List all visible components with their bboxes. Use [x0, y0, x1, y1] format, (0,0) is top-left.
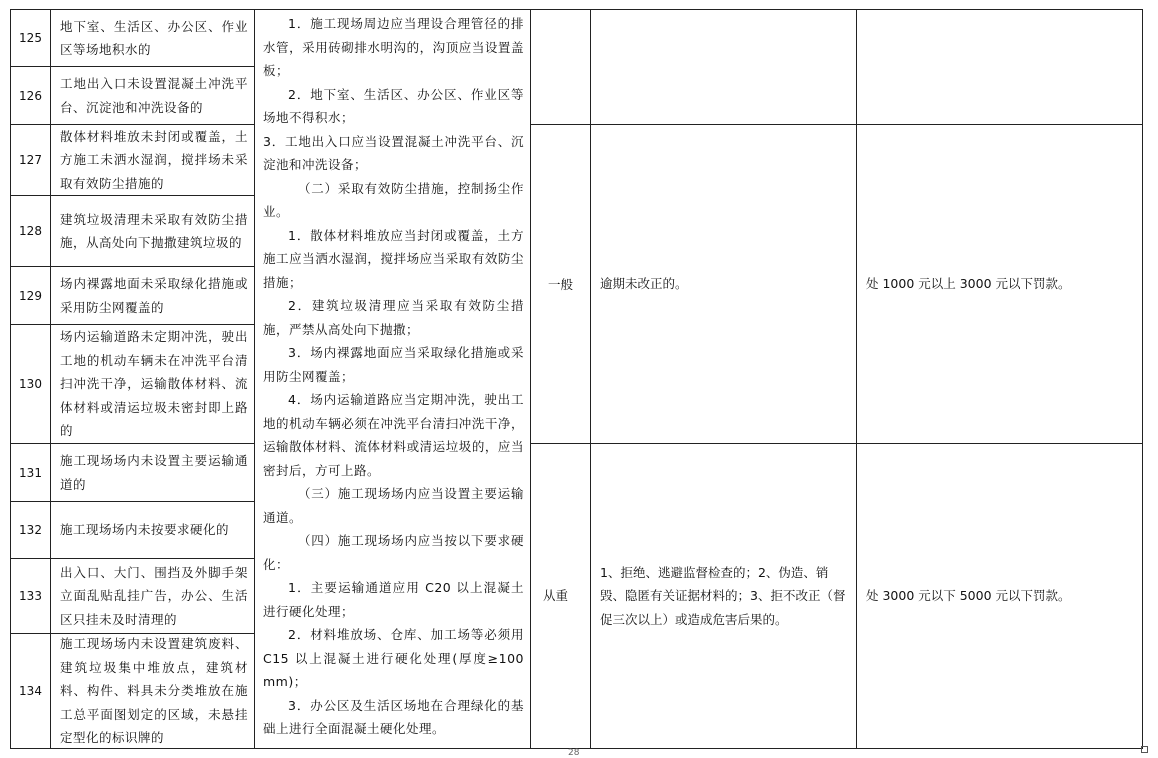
requirement-item: 3．场内裸露地面应当采取绿化措施或采用防尘网覆盖；: [263, 345, 524, 384]
row-number: 133: [19, 589, 42, 603]
row-number: 134: [19, 684, 42, 698]
requirement-item: 2．材料堆放场、仓库、加工场等必须用 C15 以上混凝土进行硬化处理(厚度≥100 mm)；: [263, 627, 524, 689]
requirement-item: 2．建筑垃圾清理应当采取有效防尘措施，严禁从高处向下抛撒；: [263, 298, 524, 337]
violation-text: 工地出入口未设置混凝土冲洗平台、沉淀池和冲洗设备的: [60, 76, 248, 115]
row-number: 131: [19, 465, 42, 480]
enforcement-table: [10, 9, 1143, 749]
discretion-level: 从重: [543, 588, 569, 604]
row-number: 125: [19, 31, 42, 45]
penalty-text: 处 3000 元以下 5000 元以下罚款。: [866, 588, 1071, 604]
penalty-text: 处 1000 元以上 3000 元以下罚款。: [866, 276, 1071, 292]
requirement-item: 4．场内运输道路应当定期冲洗，驶出工地的机动车辆必须在冲洗平台清扫冲洗干净，运输散体材料、流体材料或清运垃圾的，应当密封后，方可上路。: [263, 392, 524, 478]
circumstance-text: 1、拒绝、逃避监督检查的；2、伪造、销毁、隐匿有关证据材料的；3、拒不改正（督促三次以上）或造成危害后果的。: [600, 564, 846, 627]
violation-text: 地下室、生活区、办公区、作业区等场地积水的: [60, 18, 248, 57]
violation-text: 建筑垃圾清理未采取有效防尘措施，从高处向下抛撒建筑垃圾的: [60, 211, 248, 250]
page-number: 28: [568, 748, 580, 758]
violation-text: 施工现场场内未设置主要运输通道的: [60, 453, 248, 492]
requirement-heading: （二）采取有效防尘措施，控制扬尘作业。: [263, 180, 524, 219]
requirement-item: 1．主要运输通道应用 C20 以上混凝土进行硬化处理；: [263, 580, 524, 619]
discretion-level: 一般: [547, 277, 573, 292]
row-number: 127: [19, 153, 42, 167]
row-number: 128: [19, 224, 42, 238]
requirements-cell: [255, 10, 530, 748]
row-number: 129: [19, 288, 42, 303]
row-number: 132: [19, 523, 42, 537]
violation-text: 施工现场场内未按要求硬化的: [60, 522, 230, 538]
requirement-heading: （四）施工现场场内应当按以下要求硬化：: [263, 533, 524, 572]
paragraph-mark: [1141, 746, 1148, 753]
violation-text: 施工现场场内未设置建筑废料、建筑垃圾集中堆放点，建筑材料、构件、料具未分类堆放在施工总平面图划定的区域，未悬挂定型化的标识牌的: [60, 636, 248, 746]
row-number: 126: [19, 88, 42, 103]
circumstance-text: 逾期未改正的。: [600, 276, 688, 292]
violation-text: 散体材料堆放未封闭或覆盖，土方施工未洒水湿润，搅拌场未采取有效防尘措施的: [60, 128, 248, 191]
requirement-item: 1．施工现场周边应当理设合理管径的排水管，采用砖砌排水明沟的，沟顶应当设置盖板；: [263, 16, 524, 78]
requirement-item: 3．工地出入口应当设置混凝土冲洗平台、沉淀池和冲洗设备；: [263, 133, 524, 172]
requirement-item: 2．地下室、生活区、办公区、作业区等场地不得积水；: [263, 86, 524, 125]
violation-text: 出入口、大门、围挡及外脚手架立面乱贴乱挂广告，办公、生活区只挂未及时清理的: [60, 564, 248, 627]
requirement-item: 3．办公区及生活区场地在合理绿化的基础上进行全面混凝土硬化处理。: [263, 697, 524, 736]
table-border-right: [1142, 9, 1143, 749]
row-number: 130: [19, 377, 42, 391]
requirement-item: 1．散体材料堆放应当封闭或覆盖，土方施工应当洒水湿润，搅拌场应当采取有效防尘措施；: [263, 227, 524, 290]
violation-text: 场内运输道路未定期冲洗，驶出工地的机动车辆未在冲洗平台清扫冲洗干净，运输散体材料、流体材料或清运垃圾未密封即上路的: [60, 329, 248, 439]
requirement-heading: （三）施工现场场内应当设置主要运输通道。: [263, 486, 524, 525]
violation-text: 场内裸露地面未采取绿化措施或采用防尘网覆盖的: [60, 276, 248, 315]
